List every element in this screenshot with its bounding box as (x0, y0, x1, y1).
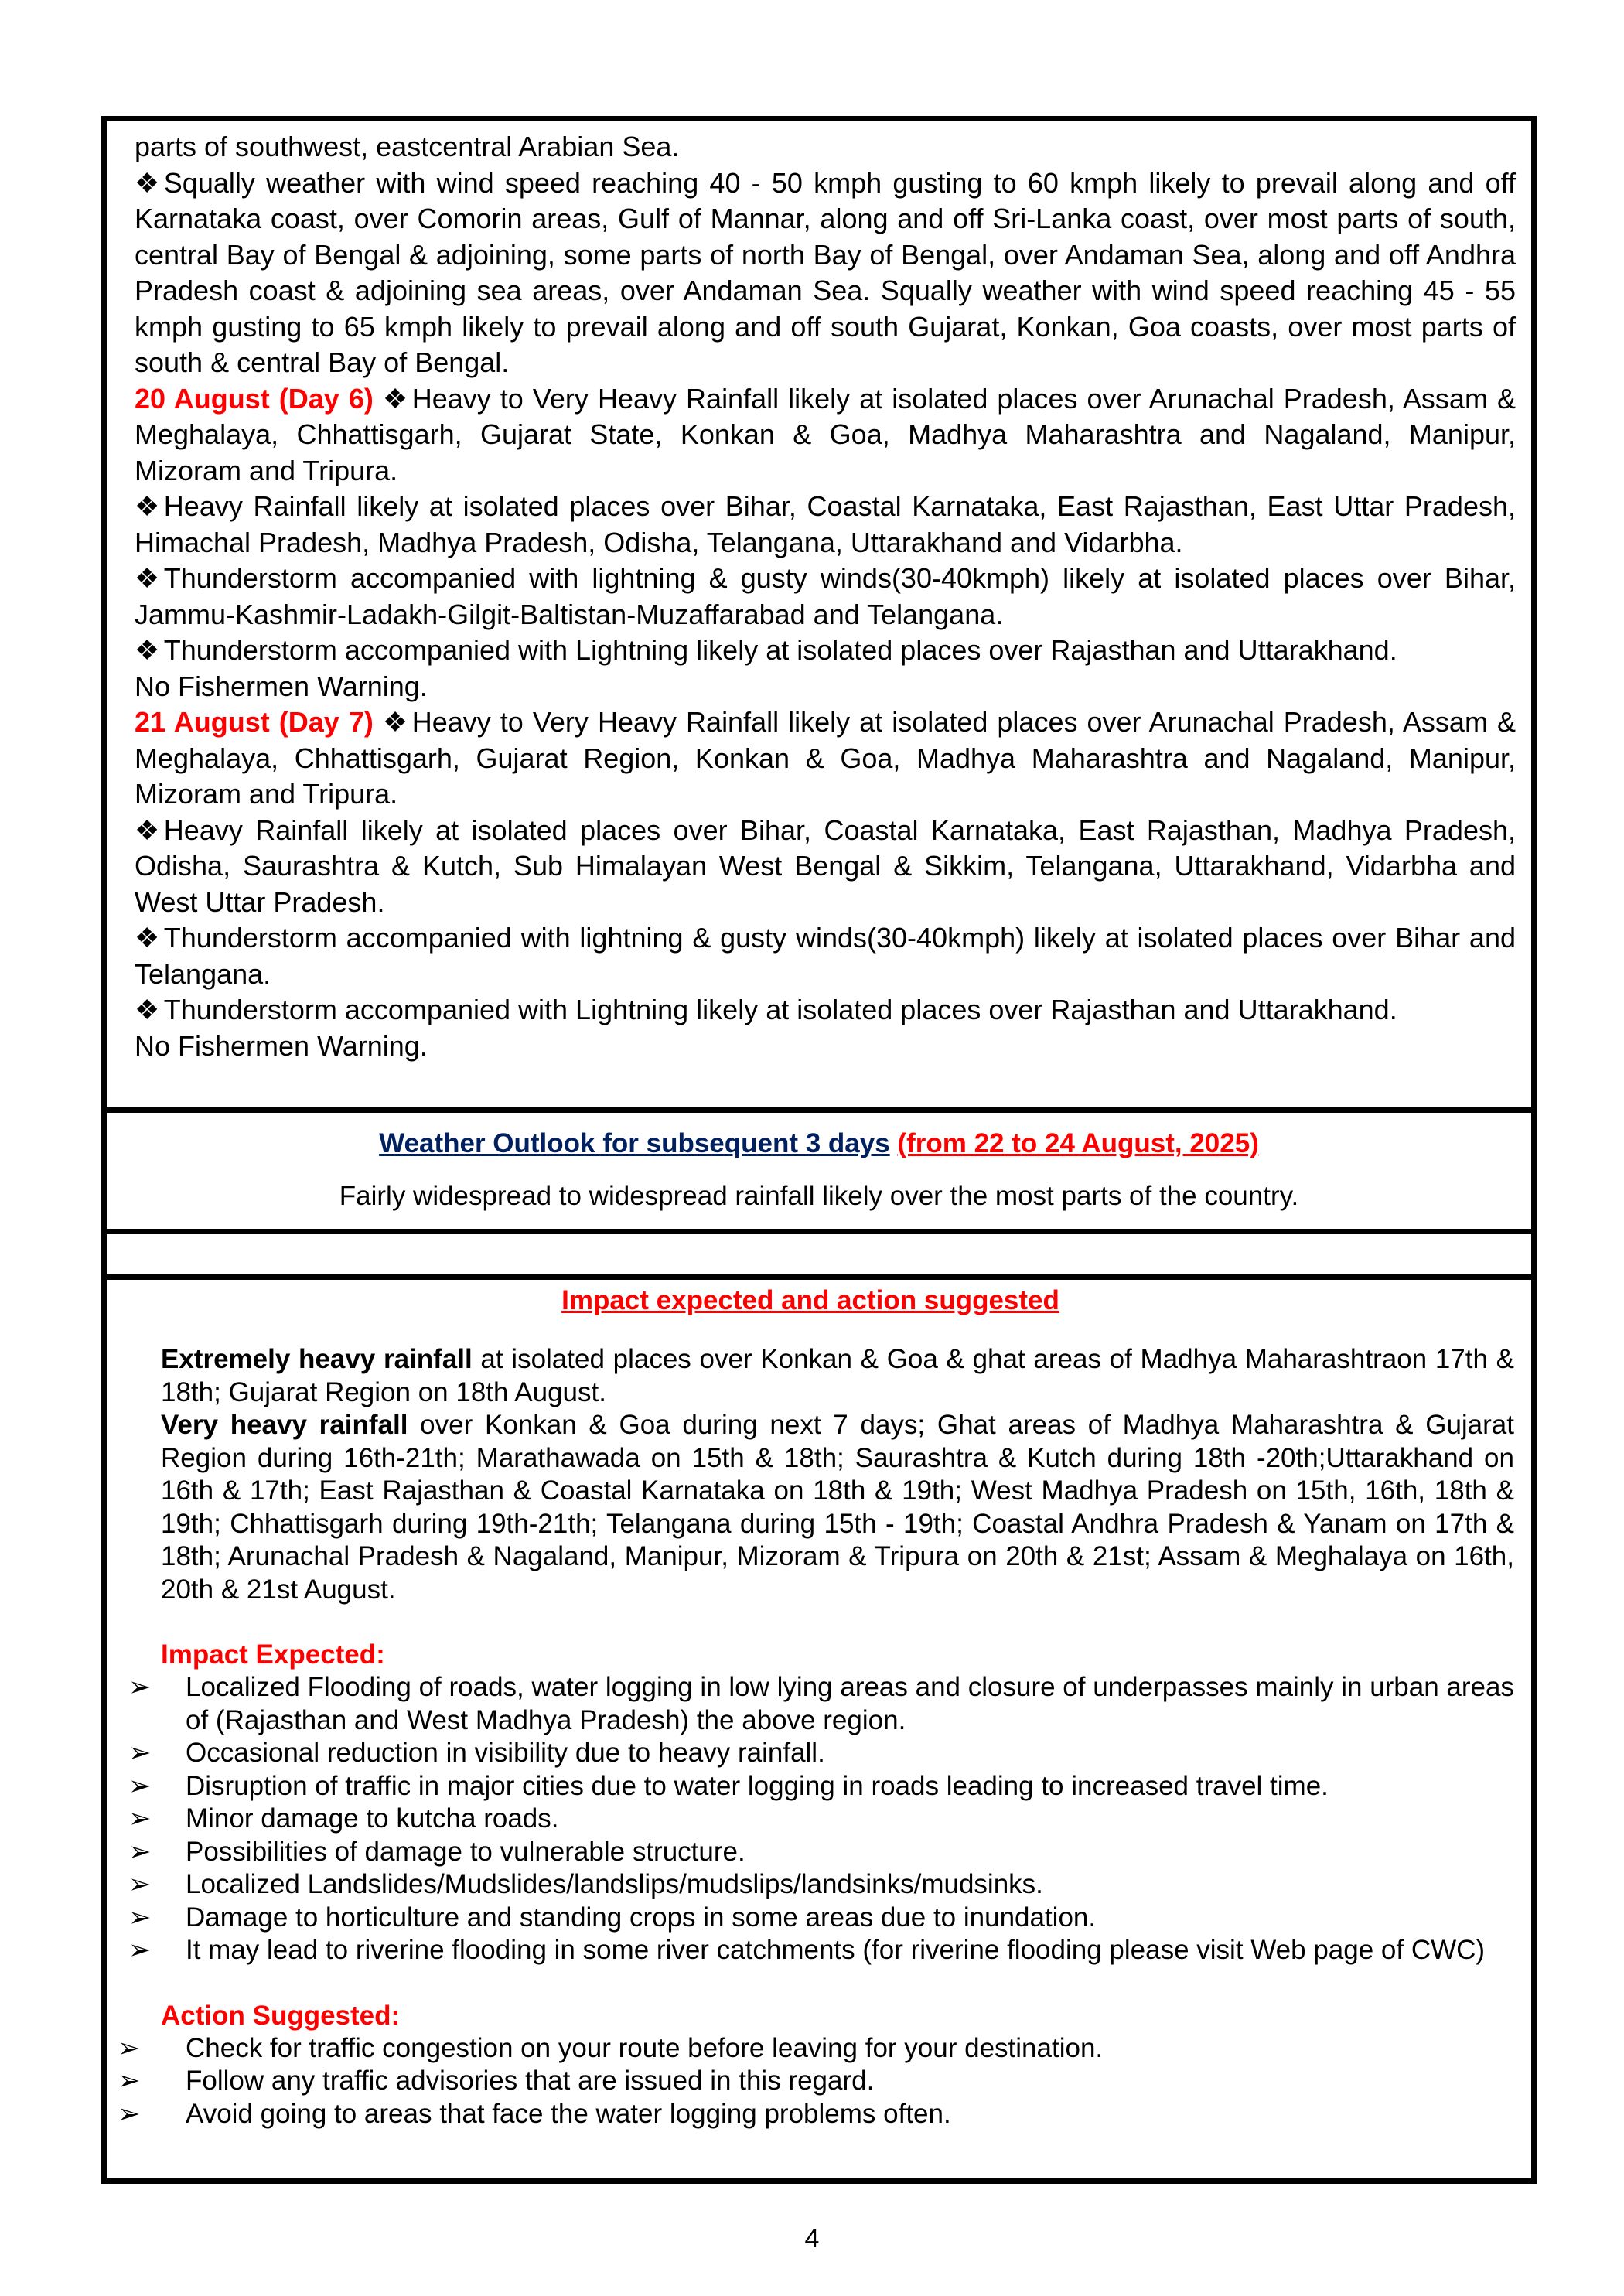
diamond-bullet-icon: ❖ (135, 814, 160, 846)
impact-item-text: It may lead to riverine flooding in some river catchments (for riverine flooding please visit Web page of CWC) (186, 1935, 1486, 1965)
impact-item-text: Minor damage to kutcha roads. (186, 1803, 559, 1834)
day7-fishermen-warning: No Fishermen Warning. (135, 1029, 428, 1062)
arrowhead-bullet-icon: ➢ (128, 1836, 152, 1867)
impact-expected-heading: Impact Expected: (161, 1639, 385, 1670)
diamond-bullet-icon: ❖ (382, 382, 408, 415)
day7-bullet-2: Heavy Rainfall likely at isolated places over Bihar, Coastal Karnataka, East Rajasthan, Madhya Pradesh, Odisha, Saurashtra & Kutch, Sub Himalayan West Bengal & Sikkim, Telangana, Uttarakhand, Vidarbha and West Uttar Pradesh. (135, 814, 1516, 918)
impact-item-text: Disruption of traffic in major cities due to water logging in roads leading to increased travel time. (186, 1770, 1329, 1801)
day6-fishermen-warning: No Fishermen Warning. (135, 670, 428, 702)
action-item-text: Follow any traffic advisories that are issued in this regard. (186, 2066, 875, 2096)
list-item (107, 2098, 1514, 2131)
extremely-heavy-rainfall-paragraph (107, 1343, 1514, 1409)
diamond-bullet-icon: ❖ (135, 634, 160, 666)
list-item (107, 1868, 1514, 1902)
diamond-bullet-icon: ❖ (382, 706, 408, 738)
list-item (107, 1737, 1514, 1770)
arrowhead-bullet-icon: ➢ (128, 1869, 152, 1899)
section-divider (107, 1274, 1531, 1280)
section-divider (107, 1107, 1531, 1113)
day6-label: 20 August (Day 6) (135, 382, 374, 415)
impact-item-text: Localized Flooding of roads, water logging in low lying areas and closure of underpasses mainly in urban areas of (Rajasthan and West Madhya Pradesh) the above region. (186, 1672, 1514, 1735)
list-item (107, 1770, 1514, 1803)
arrowhead-bullet-icon: ➢ (128, 1803, 152, 1834)
day6-bullet-3-paragraph (135, 561, 1516, 633)
list-item (107, 1671, 1514, 1737)
outlook-title-main: Weather Outlook for subsequent 3 days (379, 1128, 890, 1158)
day7-bullet-3: Thunderstorm accompanied with lightning & gusty winds(30-40kmph) likely at isolated places over Bihar and Telangana. (135, 922, 1516, 990)
impact-item-text: Localized Landslides/Mudslides/landslips/mudslips/landsinks/mudsinks. (186, 1869, 1043, 1899)
impact-item-text: Damage to horticulture and standing crops in some areas due to inundation. (186, 1902, 1097, 1933)
extremely-heavy-rainfall-label: Extremely heavy rainfall (161, 1344, 473, 1374)
day6-bullet-1: Heavy to Very Heavy Rainfall likely at isolated places over Arunachal Pradesh, Assam & Meghalaya, Chhattisgarh, Gujarat State, Konkan & Goa, Madhya Maharashtra and Nagaland, Manipur, Mizoram and Tripura. (135, 382, 1516, 486)
outlook-title (107, 1127, 1531, 1161)
arrowhead-bullet-icon: ➢ (128, 1738, 152, 1768)
weather-outlook-section (107, 1113, 1531, 1229)
extremely-heavy-rainfall-text: at isolated places over Konkan & Goa & ghat areas of Madhya Maharashtraon 17th & 18th; Gujarat Region on 18th August. (161, 1344, 1514, 1407)
squally-weather-paragraph (135, 165, 1516, 381)
arrowhead-bullet-icon: ➢ (128, 1770, 152, 1801)
impact-expected-list (107, 1671, 1514, 1967)
diamond-bullet-icon: ❖ (135, 994, 160, 1025)
daywise-warnings-section (107, 121, 1531, 1107)
outlook-title-dates: (from 22 to 24 August, 2025) (897, 1128, 1259, 1158)
day6-bullet-4-paragraph (135, 633, 1516, 669)
day6-bullet-3: Thunderstorm accompanied with lightning & gusty winds(30-40kmph) likely at isolated places over Bihar, Jammu-Kashmir-Ladakh-Gilgit-Baltistan-Muzaffarabad and Telangana. (135, 562, 1516, 630)
arrowhead-bullet-icon: ➢ (118, 2032, 141, 2063)
very-heavy-rainfall-label: Very heavy rainfall (161, 1410, 408, 1440)
impact-section (107, 1280, 1531, 2181)
diamond-bullet-icon: ❖ (135, 562, 160, 594)
action-suggested-list (107, 2032, 1514, 2131)
arrowhead-bullet-icon: ➢ (128, 1902, 152, 1933)
list-item (107, 2032, 1514, 2066)
list-item (107, 1836, 1514, 1869)
very-heavy-rainfall-text: over Konkan & Goa during next 7 days; Ghat areas of Madhya Maharashtra & Gujarat Region during 16th-21th; Marathawada on 15th & 18th; Saurashtra & Kutch during 18th -20th;Uttarakhand on 16th & 17th; East Rajasthan & Coastal Karnataka on 18th & 19th; West Madhya Pradesh on 15th, 16th, 18th & 19th; Chhattisgarh during 19th-21th; Telangana during 15th - 19th; Coastal Andhra Pradesh & Yanam on 17th & 18th; Arunachal Pradesh & Nagaland, Manipur, Mizoram & Tripura on 20th & 21st; Assam & Meghalaya on 16th, 20th & 21st August. (161, 1410, 1514, 1605)
arrowhead-bullet-icon: ➢ (118, 2066, 141, 2096)
empty-row (107, 1234, 1531, 1274)
arrowhead-bullet-icon: ➢ (128, 1672, 152, 1702)
day6-bullet-2: Heavy Rainfall likely at isolated places over Bihar, Coastal Karnataka, East Rajasthan, East Uttar Pradesh, Himachal Pradesh, Madhya Pradesh, Odisha, Telangana, Uttarakhand and Vidarbha. (135, 490, 1516, 558)
day7-bullet-4-paragraph (135, 992, 1516, 1029)
day6-bullet-4: Thunderstorm accompanied with Lightning likely at isolated places over Rajasthan and Uttarakhand. (163, 634, 1397, 666)
section-divider (107, 1229, 1531, 1234)
diamond-bullet-icon: ❖ (135, 490, 160, 522)
impact-item-text: Possibilities of damage to vulnerable structure. (186, 1836, 745, 1867)
day7-label: 21 August (Day 7) (135, 706, 374, 738)
list-item (107, 1934, 1514, 1967)
arrowhead-bullet-icon: ➢ (128, 1935, 152, 1965)
day7-bullet-1: Heavy to Very Heavy Rainfall likely at isolated places over Arunachal Pradesh, Assam & Meghalaya, Chhattisgarh, Gujarat Region, Konkan & Goa, Madhya Maharashtra and Nagaland, Manipur, Mizoram and Tripura. (135, 706, 1516, 810)
squally-weather-text: Squally weather with wind speed reaching 40 - 50 kmph gusting to 60 kmph likely to prevail along and off Karnataka coast, over Comorin areas, Gulf of Mannar, along and off Sri-Lanka coast, over most parts of south, central Bay of Bengal & adjoining, some parts of north Bay of Bengal, over Andaman Sea, along and off Andhra Pradesh coast & adjoining sea areas, over Andaman Sea. Squally weather with wind speed reaching 45 - 55 kmph gusting to 65 kmph likely to prevail along and off south Gujarat, Konkan, Goa coasts, over most parts of south & central Bay of Bengal. (135, 166, 1516, 378)
list-item (107, 2065, 1514, 2098)
action-item-text: Avoid going to areas that face the water logging problems often. (186, 2098, 951, 2129)
impact-title: Impact expected and action suggested (561, 1285, 1059, 1315)
page-number: 4 (804, 2224, 820, 2253)
day6-paragraph (135, 381, 1516, 490)
action-suggested-heading: Action Suggested: (161, 2000, 401, 2031)
intro-text: parts of southwest, eastcentral Arabian Sea. (135, 131, 680, 162)
day7-bullet-3-paragraph (135, 920, 1516, 992)
impact-item-text: Occasional reduction in visibility due to heavy rainfall. (186, 1738, 825, 1768)
list-item (107, 1803, 1514, 1836)
day7-paragraph (135, 704, 1516, 813)
day6-bullet-2-paragraph (135, 489, 1516, 561)
day7-bullet-4: Thunderstorm accompanied with Lightning likely at isolated places over Rajasthan and Uttarakhand. (163, 994, 1397, 1025)
arrowhead-bullet-icon: ➢ (118, 2098, 141, 2129)
action-item-text: Check for traffic congestion on your route before leaving for your destination. (186, 2032, 1104, 2063)
list-item (107, 1902, 1514, 1935)
diamond-bullet-icon: ❖ (135, 922, 160, 954)
diamond-bullet-icon: ❖ (135, 166, 160, 199)
outlook-text: Fairly widespread to widespread rainfall likely over the most parts of the country. (339, 1181, 1299, 1211)
forecast-frame (101, 116, 1537, 2184)
day7-bullet-2-paragraph (135, 813, 1516, 921)
very-heavy-rainfall-paragraph (107, 1409, 1514, 1606)
